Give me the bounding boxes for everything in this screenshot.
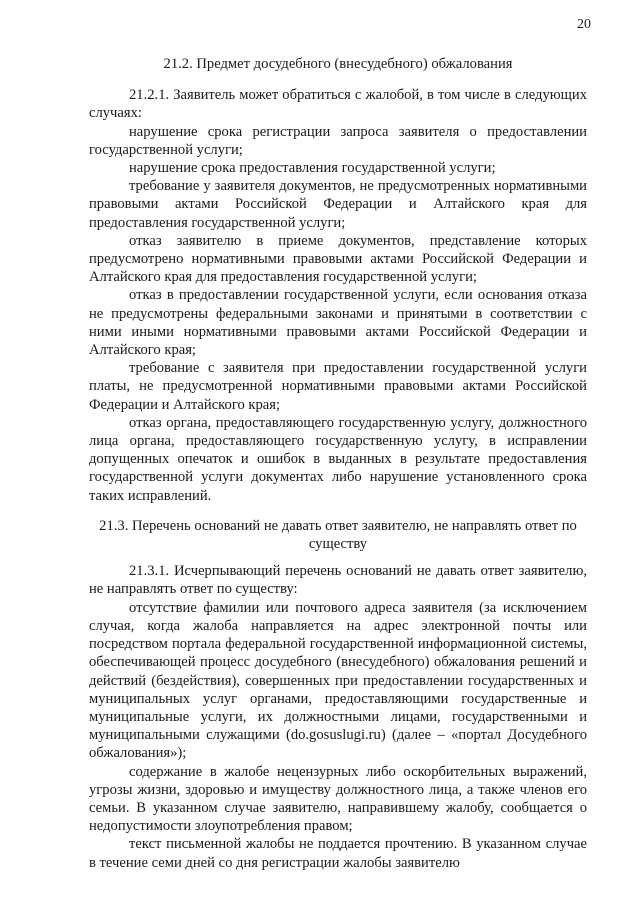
paragraph: 21.2.1. Заявитель может обратиться с жалобой, в том числе в следующих случаях: bbox=[89, 87, 587, 122]
paragraph: требование с заявителя при предоставлении государственной услуги платы, не предусмотренной нормативными правовыми актами Российской Федерации и Алтайского края; bbox=[89, 360, 587, 413]
paragraph: текст письменной жалобы не поддается прочтению. В указанном случае в течение семи дней со дня регистрации жалобы заявителю bbox=[89, 836, 587, 871]
paragraph: требование у заявителя документов, не предусмотренных нормативными правовыми актами Российской Федерации и Алтайского края для предоставления государственной услуги; bbox=[89, 178, 587, 231]
paragraph: 21.3.1. Исчерпывающий перечень оснований не давать ответ заявителю, не направлять ответ по существу: bbox=[89, 563, 587, 598]
page-number: 20 bbox=[577, 17, 591, 32]
paragraph: отказ в предоставлении государственной услуги, если основания отказа не предусмотрены федеральными законами и принятыми в соответствии с ними иными нормативными правовыми актами Российской Федерации и Алтайского края; bbox=[89, 287, 587, 359]
paragraph: отказ органа, предоставляющего государственную услугу, должностного лица органа, предоставляющего государственную услугу, в исправлении допущенных опечаток и ошибок в выданных в результате предоставления государственной услуги документах либо нарушение установленного срока таких исправлений. bbox=[89, 414, 587, 504]
paragraph: нарушение срока предоставления государственной услуги; bbox=[129, 160, 496, 177]
paragraph: отсутствие фамилии или почтового адреса заявителя (за исключением случая, когда жалоба направляется на адрес электронной почты или посредством портала федеральной государственной информационной системы, обеспечивающей процесс досудебного (внесудебного) обжалования решений и действий (бездействия), совершенных при предоставлении государственных и муниципальных услуг органами, предоставляющими государственные и муниципальные услуги, их должностными лицами, государственными и муниципальными служащими (do.gosuslugi.ru) (далее – «портал Досудебного обжалования»); bbox=[89, 599, 587, 762]
document-body bbox=[89, 55, 587, 872]
paragraph: нарушение срока регистрации запроса заявителя о предоставлении государственной услуги; bbox=[89, 123, 587, 158]
section-21-3-title: 21.3. Перечень оснований не давать ответ заявителю, не направлять ответ по существу bbox=[99, 517, 577, 553]
section-21-2-title: 21.2. Предмет досудебного (внесудебного) обжалования bbox=[163, 56, 513, 72]
paragraph: отказ заявителю в приеме документов, представление которых предусмотрено нормативными правовыми актами Российской Федерации и Алтайского края для предоставления государственной услуги; bbox=[89, 232, 587, 286]
paragraph: содержание в жалобе нецензурных либо оскорбительных выражений, угрозы жизни, здоровью и имуществу должностного лица, а также членов его семьи. В указанном случае заявителю, направившему жалобу, сообщается о недопустимости злоупотребления правом; bbox=[89, 763, 587, 835]
